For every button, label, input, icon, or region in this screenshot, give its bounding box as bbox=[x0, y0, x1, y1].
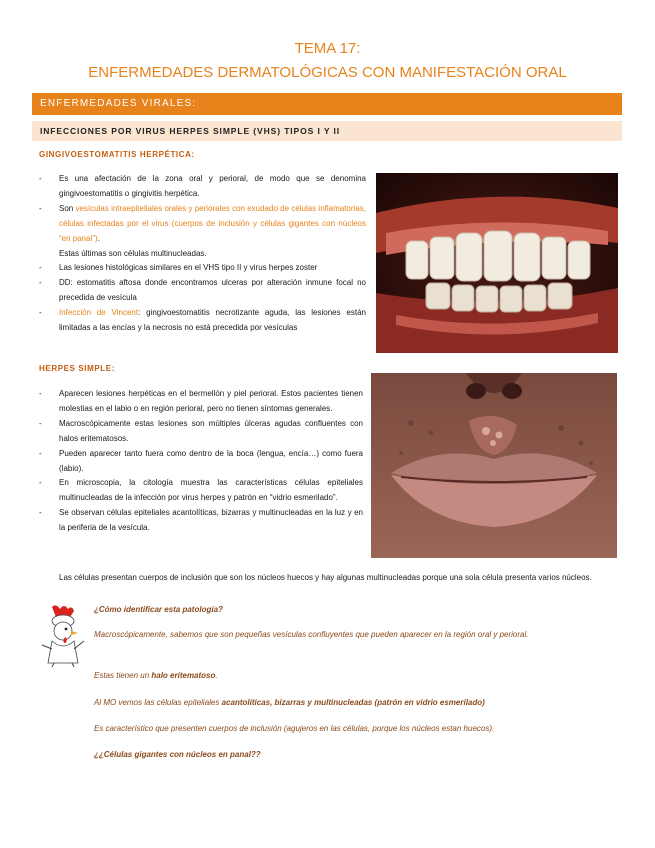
note-question-2: ¿¿Células gigantes con núcleos en panal?? bbox=[94, 750, 261, 759]
note-paragraph-2: Estas tienen un halo eritematoso. bbox=[94, 671, 218, 680]
note-paragraph-4: Es característico que presenten cuerpos de inclusión (agujeros en las células, porque los núcleos estan huecos). bbox=[94, 724, 495, 733]
study-notes bbox=[94, 603, 616, 763]
list-item: - Las lesiones histológicas similares en el VHS tipo II y virus herpes zoster bbox=[39, 263, 318, 273]
heading-herpes-simple: HERPES SIMPLE: bbox=[39, 364, 115, 373]
subsection-bar-vhs: INFECCIONES POR VIRUS HERPES SIMPLE (VHS) TIPOS I Y II bbox=[32, 121, 622, 141]
list-item: - En microscopia, la citología muestra las características células epiteliales multinucleadas de la infección por virus herpes y patrón en “vidrio esmerilado”. bbox=[39, 478, 363, 503]
section-bar-viral: ENFERMEDADES VIRALES: bbox=[32, 93, 622, 115]
list-item: - Es una afectación de la zona oral y perioral, de modo que se denomina gingivoestomatitis o gingivitis herpética. bbox=[39, 174, 366, 198]
herpes-lip-photo bbox=[371, 373, 617, 558]
list-item: - DD: estomatitis aftosa donde encontramos ulceras por alteración inmune focal no precedida de vesícula bbox=[39, 278, 366, 303]
list-item: - Aparecen lesiones herpéticas en el bermellón y piel perioral. Estos pacientes tienen molestias en el labio o en región perioral, pero no tienen síntomas generales. bbox=[39, 389, 363, 413]
list-item: - Pueden aparecer tanto fuera como dentro de la boca (lengua, encía…) como fuera (labio). bbox=[39, 448, 363, 473]
list-item: - Macroscópicamente estas lesiones son múltiples úlceras agudas confluentes con halos eritematosos. bbox=[39, 418, 363, 443]
page-title-line2: ENFERMEDADES DERMATOLÓGICAS CON MANIFESTACIÓN ORAL bbox=[88, 64, 567, 81]
note-paragraph-1: Macroscópicamente, sabemos que son pequeñas vesículas confluyentes que pueden aparecer en la región oral y perioral. bbox=[94, 630, 529, 639]
herpes-full-line: Las células presentan cuerpos de inclusión que son los núcleos huecos y hay algunas multinucleadas porque una sola célula presenta varios núcleos. bbox=[59, 573, 592, 582]
note-question-1: ¿Cómo identificar esta patología? bbox=[94, 605, 223, 614]
note-paragraph-3: Al MO vemos las células epiteliales acantolíticas, bizarras y multinucleadas (patrón en vidrio esmerilado) bbox=[94, 698, 485, 707]
list-item: - Son vesículas intraepiteliales orales y periorales con exudado de células inflamatorias, células infectadas por el virus (cuerpos de inclusión y células gigantes con núcleos “en panal”). bbox=[39, 203, 366, 243]
heading-gingivoestomatitis: GINGIVOESTOMATITIS HERPÉTICA: bbox=[39, 150, 195, 159]
herpes-list bbox=[39, 387, 363, 536]
list-subitem: Estas últimas son células multinucleadas. bbox=[59, 248, 207, 258]
chef-rooster-icon bbox=[38, 605, 88, 667]
list-item: - Infección de Vincent: gingivoestomatitis necrotizante aguda, las lesiones están limitadas a las encías y la necrosis no está precedida por vesículas bbox=[39, 308, 366, 333]
list-item: - Se observan células epiteliales acantolíticas, bizarras y multinucleadas en la luz y en la periferia de la vesícula. bbox=[39, 508, 363, 533]
page-title-line1: TEMA 17: bbox=[294, 40, 361, 57]
gingivo-list bbox=[39, 172, 366, 336]
gingivostomatitis-teeth-photo bbox=[376, 173, 618, 353]
